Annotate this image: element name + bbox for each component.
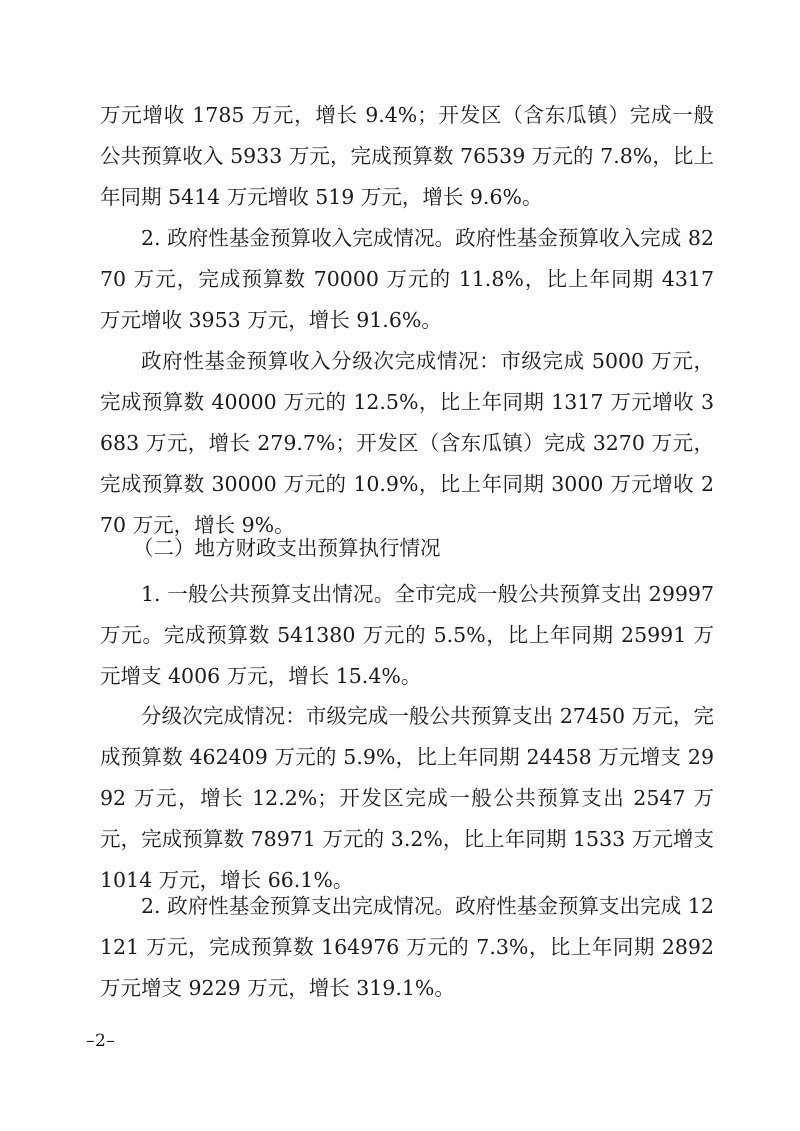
section-heading-expenditure: （二）地方财政支出预算执行情况 bbox=[133, 536, 441, 560]
paragraph-expenditure-by-level: 分级次完成情况：市级完成一般公共预算支出 27450 万元，完成预算数 462409 万元的 5.9%，比上年同期 24458 万元增支 2992 万元，增长 12.2%；开发区完成一般公共预算支出 2547 万元，完成预算数 78971 万元的 3.2%，比上年同期 1533 万元增支 1014 万元，增长 66.1%。 bbox=[100, 704, 714, 892]
page-number: –2– bbox=[86, 1031, 116, 1051]
paragraph-fund-revenue-by-level: 政府性基金预算收入分级次完成情况：市级完成 5000 万元，完成预算数 40000 万元的 12.5%，比上年同期 1317 万元增收 3683 万元，增长 279.7%；开发区（含东瓜镇）完成 3270 万元，完成预算数 30000 万元的 10.9%，比上年同期 3000 万元增收 270 万元，增长 9%。 bbox=[100, 349, 714, 537]
paragraph-fund-revenue-completion: 2. 政府性基金预算收入完成情况。政府性基金预算收入完成 8270 万元，完成预算数 70000 万元的 11.8%，比上年同期 4317 万元增收 3953 万元，增长 91.6%。 bbox=[100, 226, 714, 332]
paragraph-fund-expenditure-completion: 2. 政府性基金预算支出完成情况。政府性基金预算支出完成 12121 万元，完成预算数 164976 万元的 7.3%，比上年同期 2892 万元增支 9229 万元，增长 319.1%。 bbox=[100, 894, 714, 1000]
paragraph-general-expenditure: 1. 一般公共预算支出情况。全市完成一般公共预算支出 29997 万元。完成预算数 541380 万元的 5.5%，比上年同期 25991 万元增支 4006 万元，增长 15.4%。 bbox=[100, 582, 714, 688]
paragraph-revenue-continuation: 万元增收 1785 万元，增长 9.4%；开发区（含东瓜镇）完成一般公共预算收入 5933 万元，完成预算数 76539 万元的 7.8%，比上年同期 5414 万元增收 519 万元，增长 9.6%。 bbox=[100, 103, 714, 209]
